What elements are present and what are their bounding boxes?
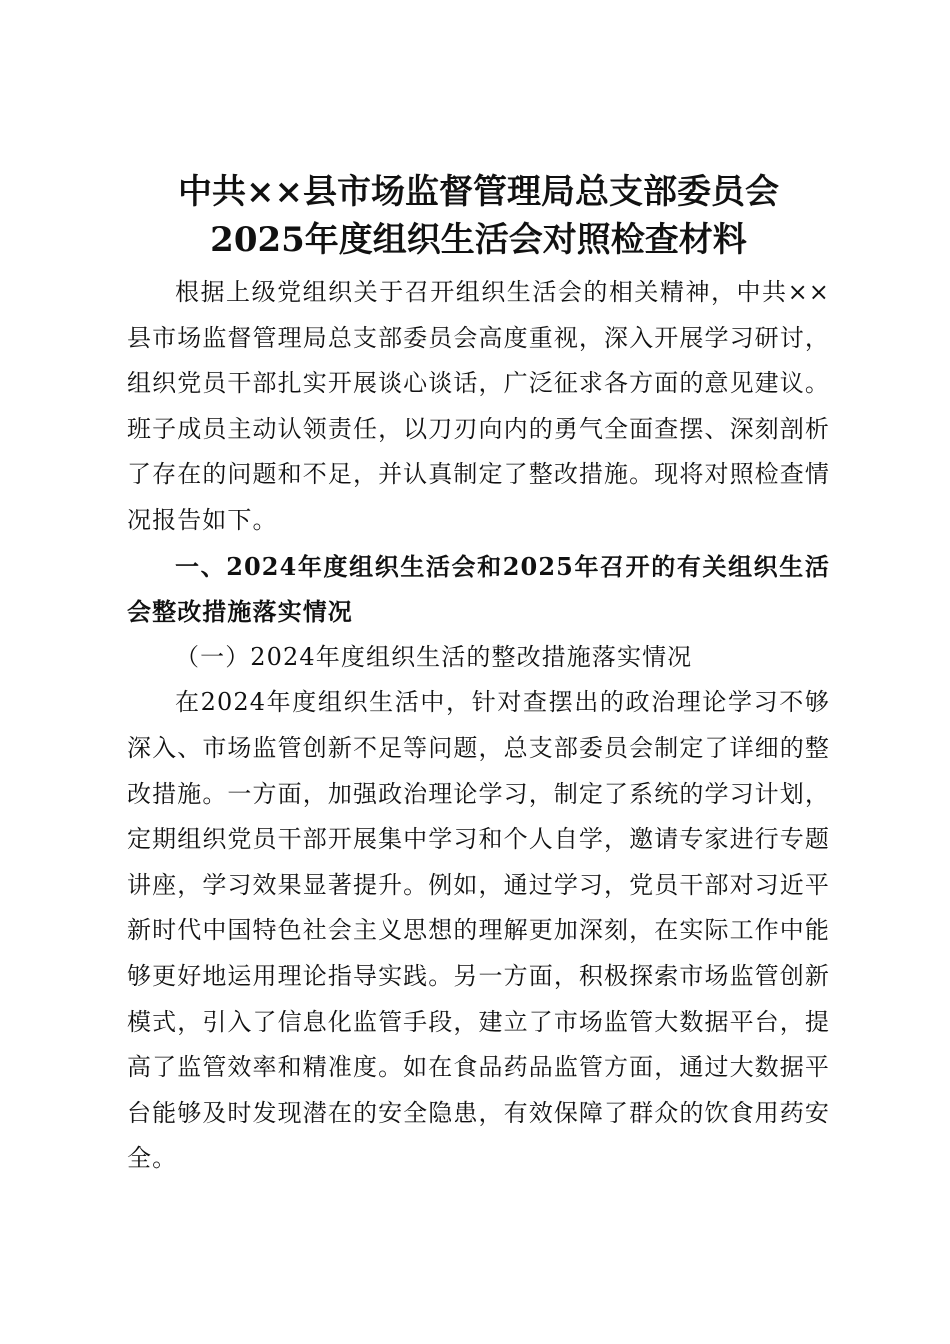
document-page <box>127 168 830 1182</box>
title-line-2: 2025年度组织生活会对照检查材料 <box>210 220 747 260</box>
document-title <box>127 168 830 264</box>
subsection-1-heading: （一）2024年度组织生活的整改措施落实情况 <box>175 642 693 671</box>
title-line-1: 中共××县市场监督管理局总支部委员会 <box>178 172 779 212</box>
section-1-heading: 一、2024年度组织生活会和2025年召开的有关组织生活会整改措施落实情况 <box>127 551 830 627</box>
subsection-1-body: 在2024年度组织生活中，针对查摆出的政治理论学习不够深入、市场监管创新不足等问题，总支部委员会制定了详细的整改措施。一方面，加强政治理论学习，制定了系统的学习计划，定期组织党员干部开展集中学习和个人自学，邀请专家进行专题讲座，学习效果显著提升。例如，通过学习，党员干部对习近平新时代中国特色社会主义思想的理解更加深刻，在实际工作中能够更好地运用理论指导实践。另一方面，积极探索市场监管创新模式，引入了信息化监管手段，建立了市场监管大数据平台，提高了监管效率和精准度。如在食品药品监管方面，通过大数据平台能够及时发现潜在的安全隐患，有效保障了群众的饮食用药安全。 <box>127 688 830 1173</box>
intro-paragraph: 根据上级党组织关于召开组织生活会的相关精神，中共××县市场监督管理局总支部委员会高度重视，深入开展学习研讨，组织党员干部扎实开展谈心谈话，广泛征求各方面的意见建议。班子成员主动认领责任，以刀刃向内的勇气全面查摆、深刻剖析了存在的问题和不足，并认真制定了整改措施。现将对照检查情况报告如下。 <box>127 278 830 534</box>
